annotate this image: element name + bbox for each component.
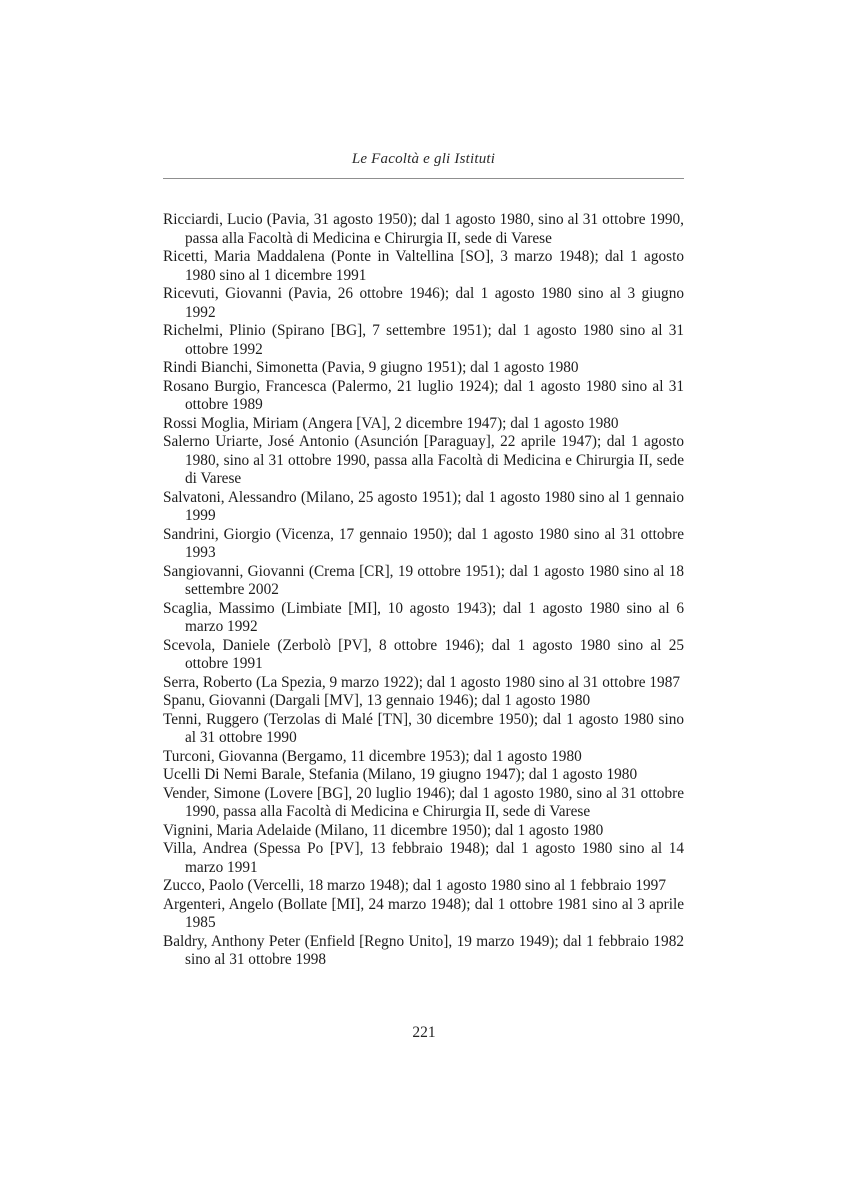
faculty-entry: Villa, Andrea (Spessa Po [PV], 13 febbraio 1948); dal 1 agosto 1980 sino al 14 marzo 1991 [163,840,684,876]
faculty-entry: Ucelli Di Nemi Barale, Stefania (Milano, 19 giugno 1947); dal 1 agosto 1980 [163,766,638,783]
faculty-entry: Salerno Uriarte, José Antonio (Asunción [Paraguay], 22 aprile 1947); dal 1 agosto 1980, sino al 31 ottobre 1990, passa alla Facoltà di Medicina e Chirurgia II, sede di Varese [163,433,684,487]
faculty-entry: Ricetti, Maria Maddalena (Ponte in Valtellina [SO], 3 marzo 1948); dal 1 agosto 1980 sino al 1 dicembre 1991 [163,248,684,284]
faculty-entry: Ricciardi, Lucio (Pavia, 31 agosto 1950); dal 1 agosto 1980, sino al 31 ottobre 1990, passa alla Facoltà di Medicina e Chirurgia II, sede di Varese [163,211,684,247]
faculty-entry: Tenni, Ruggero (Terzolas di Malé [TN], 30 dicembre 1950); dal 1 agosto 1980 sino al 31 ottobre 1990 [163,710,684,746]
running-head: Le Facoltà e gli Istituti [351,151,496,167]
faculty-entry: Rossi Moglia, Miriam (Angera [VA], 2 dicembre 1947); dal 1 agosto 1980 [163,414,619,432]
header-rule [163,178,684,179]
faculty-entry: Vender, Simone (Lovere [BG], 20 luglio 1946); dal 1 agosto 1980, sino al 31 ottobre 1990, passa alla Facoltà di Medicina e Chirurgia II, sede di Varese [163,784,684,820]
faculty-entry: Rindi Bianchi, Simonetta (Pavia, 9 giugno 1951); dal 1 agosto 1980 [163,359,579,376]
faculty-entry: Spanu, Giovanni (Dargali [MV], 13 gennaio 1946); dal 1 agosto 1980 [163,692,591,709]
faculty-entry: Salvatoni, Alessandro (Milano, 25 agosto 1951); dal 1 agosto 1980 sino al 1 gennaio 1999 [163,488,684,524]
faculty-entry: Sandrini, Giorgio (Vicenza, 17 gennaio 1950); dal 1 agosto 1980 sino al 31 ottobre 1993 [163,525,684,561]
faculty-entry: Rosano Burgio, Francesca (Palermo, 21 luglio 1924); dal 1 agosto 1980 sino al 31 ottobre 1989 [163,377,684,413]
page-number: 221 [412,1024,436,1041]
faculty-entry: Turconi, Giovanna (Bergamo, 11 dicembre 1953); dal 1 agosto 1980 [163,747,582,765]
faculty-entry: Argenteri, Angelo (Bollate [MI], 24 marzo 1948); dal 1 ottobre 1981 sino al 3 aprile 1985 [163,895,684,931]
text-block [163,150,684,970]
faculty-entry: Ricevuti, Giovanni (Pavia, 26 ottobre 1946); dal 1 agosto 1980 sino al 3 giugno 1992 [163,285,684,321]
faculty-entry: Baldry, Anthony Peter (Enfield [Regno Unito], 19 marzo 1949); dal 1 febbraio 1982 sino al 31 ottobre 1998 [163,932,684,968]
faculty-entry: Vignini, Maria Adelaide (Milano, 11 dicembre 1950); dal 1 agosto 1980 [163,821,604,839]
faculty-entry: Serra, Roberto (La Spezia, 9 marzo 1922); dal 1 agosto 1980 sino al 31 ottobre 1987 [163,673,681,691]
faculty-entry: Scaglia, Massimo (Limbiate [MI], 10 agosto 1943); dal 1 agosto 1980 sino al 6 marzo 1992 [163,599,684,635]
faculty-entry-list [163,211,684,970]
faculty-entry: Richelmi, Plinio (Spirano [BG], 7 settembre 1951); dal 1 agosto 1980 sino al 31 ottobre 1992 [163,322,684,358]
faculty-entry: Zucco, Paolo (Vercelli, 18 marzo 1948); dal 1 agosto 1980 sino al 1 febbraio 1997 [163,877,666,894]
faculty-entry: Sangiovanni, Giovanni (Crema [CR], 19 ottobre 1951); dal 1 agosto 1980 sino al 18 settembre 2002 [163,562,684,598]
faculty-entry: Scevola, Daniele (Zerbolò [PV], 8 ottobre 1946); dal 1 agosto 1980 sino al 25 ottobre 1991 [163,636,684,672]
